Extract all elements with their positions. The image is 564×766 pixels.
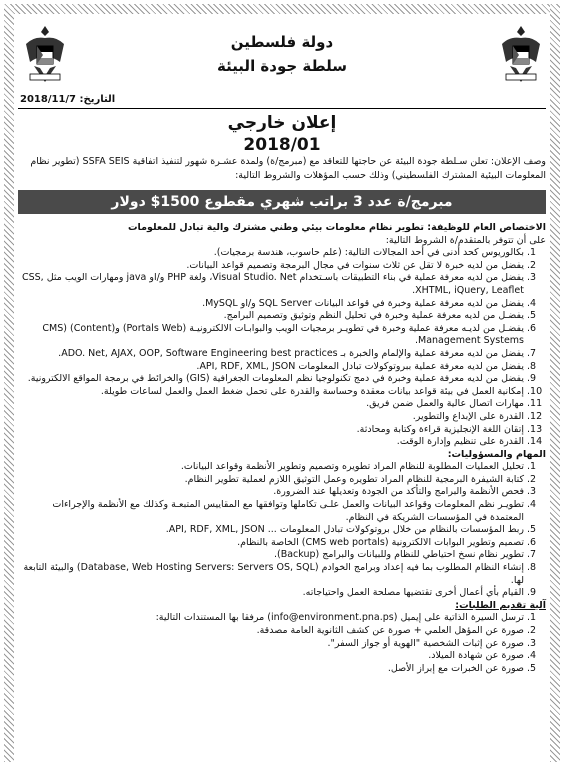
list-item: 3. يفضل من لديه معرفة عملية في بناء التطبيقات باسـتخدام Visual Studio. Net، ولغة PHP و/او java ومهارات الويب مثل CSS, XHTML, iQuery, Leaflet.	[18, 272, 524, 297]
list-item: 8. إنشاء النظام المطلوب بما فيه إعداد وبرامج الخوادم (Database, Web Hosting Servers: Servers OS, SQL) والبيئة التابعة لها.	[18, 562, 524, 587]
list-item: 13. إتقان اللغة الإنجليزية قراءة وكتابة ومحادثة.	[18, 424, 524, 437]
position-bar: مبرمج/ة عدد 3 براتب شهري مقطوع 1500$ دولار	[18, 190, 546, 214]
application-list	[18, 612, 546, 675]
list-item: 3. فحص الأنظمة والبرامج والتأكد من الجودة وتعديلها عند الضرورة.	[18, 486, 524, 499]
authority-name: سلطة جودة البيئة	[216, 57, 348, 75]
announcement-body	[18, 222, 546, 675]
list-item: 4. يفضل من لديه معرفة عملية وخبرة في قواعد البيانات SQL Server و/او MySQL.	[18, 298, 524, 311]
announcement-number: 2018/01	[243, 135, 321, 155]
list-item: 1. بكالوريوس كحد أدنى في أحد المجالات التالية: (علم حاسوب، هندسة برمجيات).	[18, 247, 524, 260]
list-item: 6. يفضـل من لديـه معرفة عملية وخبرة في تطويـر برمجيات الويب والبوابـات الالكترونيـة (Portals Web) و(Content) CMS) Management Systems.	[18, 323, 524, 348]
list-item: 9. يفضل من لديه معرفة عملية وخبرة في دمج تكنولوجيا نظم المعلومات الجغرافية (GIS) والخرائط في برمجة المواقع الالكترونية.	[18, 373, 524, 386]
document-date: التاريخ: 2018/11/7	[20, 94, 116, 105]
list-item: 7. تطوير نظام نسخ احتياطي للنظام وللبيانات والبرامج (Backup).	[18, 549, 524, 562]
list-item: 2. يفضل من لديه خبرة لا تقل عن ثلاث سنوات في مجال البرمجة وتصميم قواعد البيانات.	[18, 260, 524, 273]
list-item: 5. صورة عن الخبرات مع إبراز الأصل.	[18, 663, 524, 676]
top-border	[8, 4, 556, 14]
list-item: 14. القدرة على تنظيم وإدارة الوقت.	[18, 436, 524, 449]
list-item: 5. ربط المؤسسات بالنظام من خلال بروتوكولات تبادل المعلومات ... API, RDF, XML, JSON.	[18, 524, 524, 537]
list-item: 1. تحليل العمليات المطلوبة للنظام المراد تطويره وتصميم وتطوير الأنظمة وقواعد البيانات.	[18, 461, 524, 474]
list-item: 7. يفضل من لديه معرفة عملية والإلمام والخبرة بـ ADO. Net, AJAX, OOP, Software Engineering best practices.	[18, 348, 524, 361]
tasks-heading: المهام والمسؤوليات:	[447, 448, 546, 460]
announcement-intro: وصف الإعلان: تعلن سـلطة جودة البيئة عن حاجتها للتعاقد مع (مبرمج/ة) ولمدة عشـرة شهور لتنفيذ اتفاقية SSFA SEIS (تطوير نظام المعلومات البيئية المشترك الفلسطيني) وذلك حسب المؤهلات والشروط التالية:	[30, 156, 546, 181]
list-item: 12. القدرة على الإبداع والتطوير.	[18, 411, 524, 424]
list-item: 2. كتابة الشيفرة البرمجية للنظام المراد تطويره وعمل التوثيق اللازم لعملية تطوير النظام.	[18, 474, 524, 487]
conditions-intro: على أن تتوفر بالمتقدم/ة الشروط التالية:	[385, 234, 546, 246]
header-divider	[18, 108, 546, 109]
application-heading: آلية تقديم الطلبات:	[455, 599, 546, 611]
list-item: 9. القيام بأي أعمال أخرى تقتضيها مصلحة العمل واحتياجاته.	[18, 587, 524, 600]
tasks-list	[18, 461, 546, 600]
list-item: 5. يفضـل من لديه معرفة عملية وخبرة في تحليل النظم وتوثيق وتصميم البرامج.	[18, 310, 524, 323]
list-item: 4. صورة عن شهادة الميلاد.	[18, 650, 524, 663]
list-item: 3. صورة عن إثبات الشخصية "الهوية أو جواز السفر".	[18, 638, 524, 651]
state-name: دولة فلسطين	[230, 33, 334, 51]
job-specialty: الاختصاص العام للوظيفة: تطوير نظام معلومات بيئي وطني مشترك والية تبادل للمعلومات	[128, 222, 546, 233]
list-item: 2. صورة عن المؤهل العلمي + صورة عن كشف الثانوية العامة مصدقة.	[18, 625, 524, 638]
announcement-title: إعلان خارجي	[227, 113, 337, 133]
list-item: 4. تطويـر نظم المعلومات وقواعد البيانات والعمل علـى تكاملها وتوافقها مع المقاييس المتبعـة وكذلك مع الأنظمة والإجراءات المعتمدة في المؤسسات الشريكة في النظام.	[18, 499, 524, 524]
list-item: 11. مهارات اتصال عالية والعمل ضمن فريق.	[18, 398, 524, 411]
announcement-heading	[0, 112, 564, 156]
list-item: 10. إمكانية العمل في بيئة قواعد بيانات معقدة وحساسة والقدرة على تحمل ضغط العمل والعمل لساعات طويلة.	[18, 386, 524, 399]
letterhead	[0, 30, 564, 78]
list-item: 1. ترسل السيرة الذاتية على إيميل (info@environment.pna.ps) مرفقا بها المستندات التالية:	[18, 612, 524, 625]
list-item: 6. تصميم وتطوير البوابات الالكترونية (CMS web portals) الخاصة بالنظام.	[18, 537, 524, 550]
list-item: 8. يفضل من لديه معرفة عملية ببروتوكولات تبادل المعلومات API, RDF, XML, JSON.	[18, 361, 524, 374]
conditions-list	[18, 247, 546, 449]
